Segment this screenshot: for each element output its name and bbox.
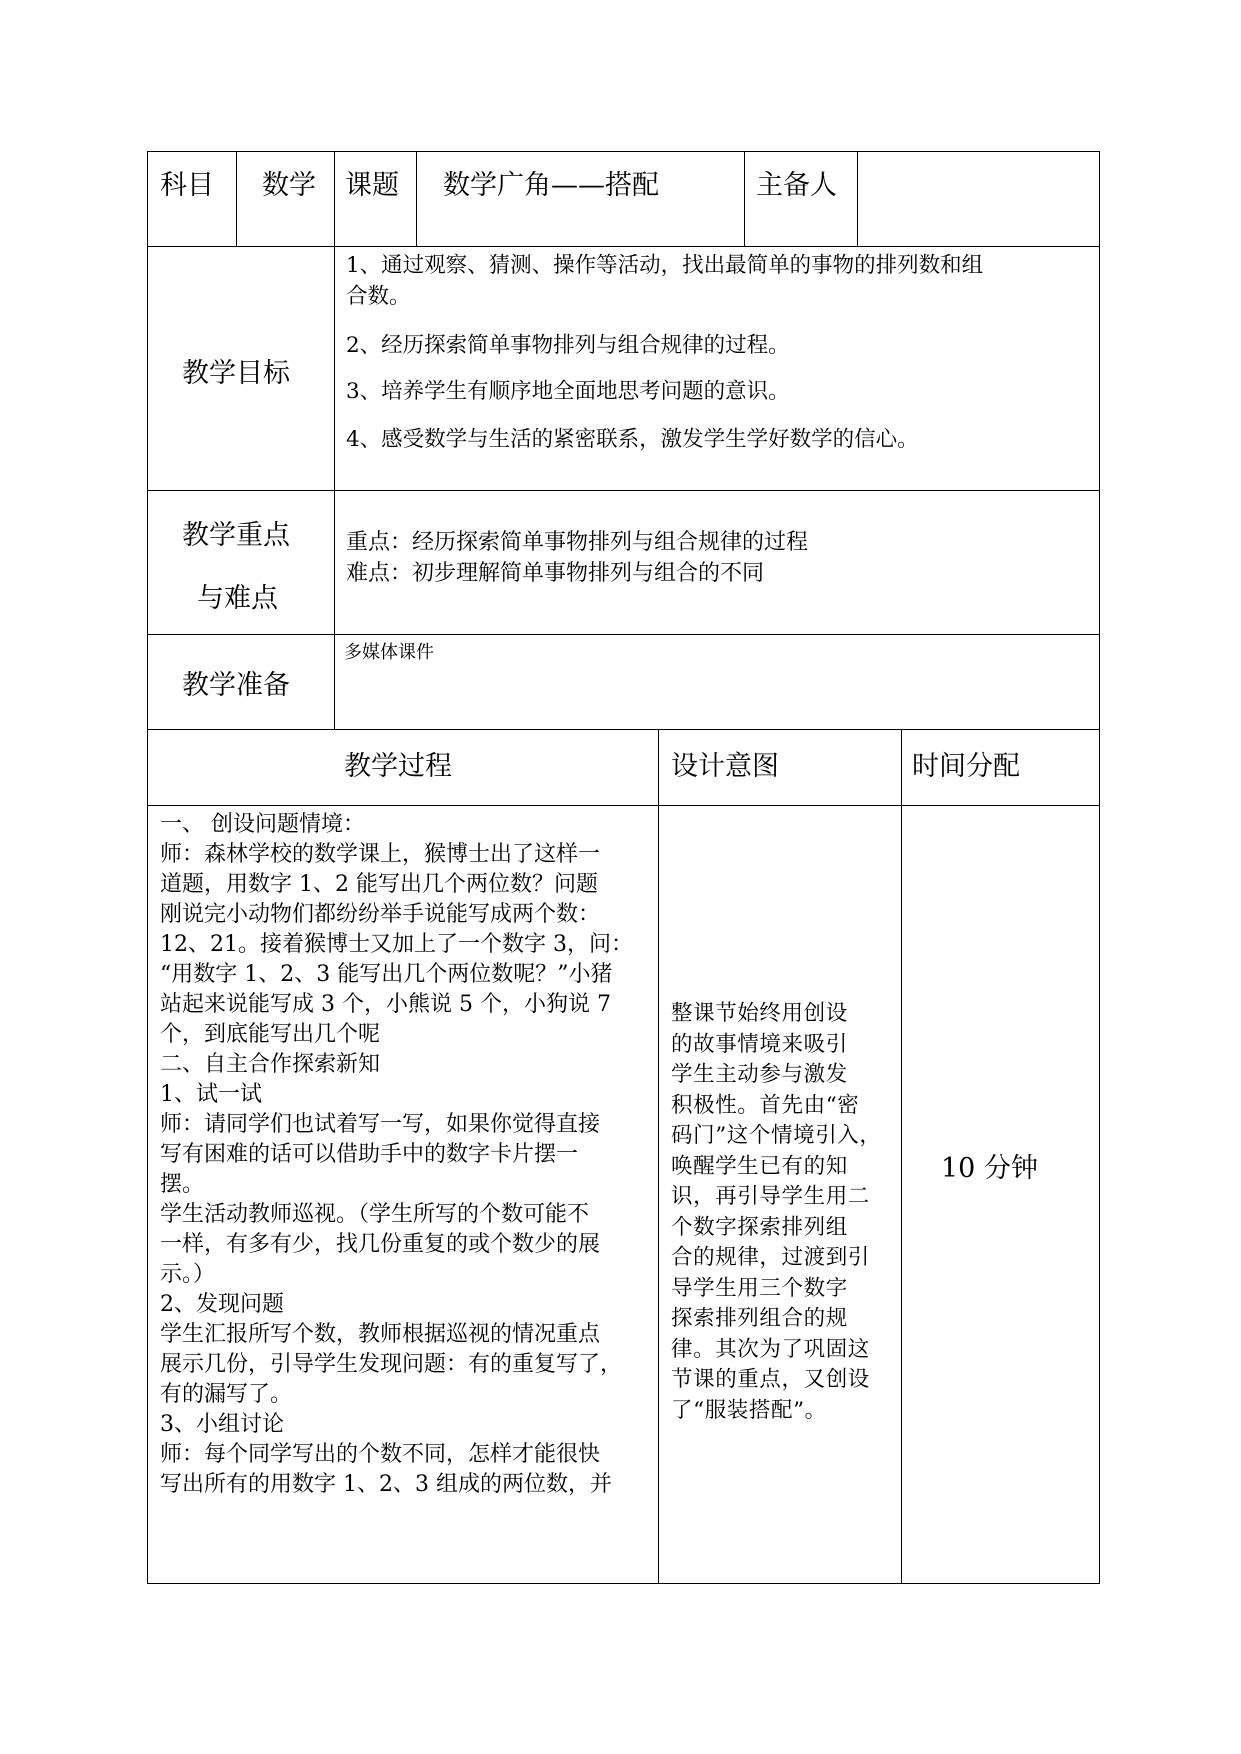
preparer-label: 主备人 <box>756 170 837 201</box>
process-line: 一、 创设问题情境： <box>160 812 365 837</box>
design-line: 唤醒学生已有的知 <box>671 1153 848 1179</box>
design-intent-text <box>671 999 882 1426</box>
objective-line: 2、经历探索简单事物排列与组合规律的过程。 <box>346 333 790 358</box>
process-line: 道题，用数字 1、2 能写出几个两位数？问题 <box>160 872 598 897</box>
time-value: 10 分钟 <box>941 1153 1038 1184</box>
key-point: 重点：经历探索简单事物排列与组合规律的过程 <box>346 530 809 555</box>
design-line: 节课的重点，又创设 <box>671 1367 870 1392</box>
process-line: 师：每个同学写出的个数不同，怎样才能很快 <box>160 1442 601 1467</box>
design-line: 合的规律，过渡到引 <box>671 1245 870 1270</box>
key-points-label-2: 与难点 <box>197 583 278 614</box>
design-line: 了“服装搭配”。 <box>671 1397 827 1423</box>
process-line: 1、试一试 <box>160 1082 262 1107</box>
process-text <box>160 810 633 1500</box>
objectives-label: 教学目标 <box>182 358 290 389</box>
process-line: 站起来说能写成 3 个，小熊说 5 个，小狗说 7 <box>160 992 611 1017</box>
process-line: 个，到底能写出几个呢 <box>160 1022 381 1047</box>
difficult-point: 难点：初步理解简单事物排列与组合的不同 <box>346 561 765 586</box>
process-line: 示。） <box>160 1262 216 1287</box>
process-line: 学生活动教师巡视。（学生所写的个数可能不 <box>160 1202 590 1227</box>
design-line: 码门”这个情境引入， <box>671 1123 882 1148</box>
topic-value: 数学广角——搭配 <box>443 170 659 201</box>
design-line: 学生主动参与激发 <box>671 1062 848 1087</box>
design-line: 的故事情境来吸引 <box>671 1031 848 1057</box>
objective-line: 合数。 <box>346 284 411 309</box>
topic-label: 课题 <box>345 170 399 201</box>
subject-value: 数学 <box>262 170 316 201</box>
process-line: 学生汇报所写个数，教师根据巡视的情况重点 <box>160 1322 601 1347</box>
process-line: 展示几份，引导学生发现问题：有的重复写了， <box>160 1352 623 1377</box>
objective-line: 1、通过观察、猜测、操作等活动，找出最简单的事物的排列数和组 <box>346 253 984 278</box>
process-line: 二、自主合作探索新知 <box>160 1052 381 1077</box>
design-line: 探索排列组合的规 <box>671 1306 848 1331</box>
process-line: 师：请同学们也试着写一写，如果你觉得直接 <box>160 1112 601 1137</box>
design-line: 律。其次为了巩固这 <box>671 1336 870 1362</box>
process-line: 写有困难的话可以借助手中的数字卡片摆一 <box>160 1142 579 1167</box>
subject-label: 科目 <box>160 170 214 201</box>
design-line: 个数字探索排列组 <box>671 1214 848 1240</box>
design-line: 识，再引导学生用二 <box>671 1184 870 1209</box>
process-line: 写出所有的用数字 1、2、3 组成的两位数，并 <box>160 1472 612 1497</box>
process-line: 3、小组讨论 <box>160 1412 284 1437</box>
process-line: 2、发现问题 <box>160 1292 284 1317</box>
process-header: 教学过程 <box>344 751 452 782</box>
preparation-value: 多媒体课件 <box>344 642 434 663</box>
process-line: 12、21。接着猴博士又加上了一个数字 3，问： <box>160 932 633 957</box>
design-line: 整课节始终用创设 <box>671 1001 848 1026</box>
objective-line: 4、感受数学与生活的紧密联系，激发学生学好数学的信心。 <box>346 427 919 452</box>
process-line: 有的漏写了。 <box>160 1382 293 1407</box>
design-header: 设计意图 <box>671 751 779 782</box>
time-header: 时间分配 <box>912 751 1020 782</box>
key-points-label-1: 教学重点 <box>182 520 290 551</box>
objectives-list <box>346 250 983 456</box>
design-line: 积极性。首先由“密 <box>671 1092 860 1118</box>
process-line: 摆。 <box>160 1172 205 1197</box>
process-line: 师：森林学校的数学课上，猴博士出了这样一 <box>160 842 601 867</box>
process-line: 刚说完小动物们都纷纷举手说能写成两个数： <box>160 902 601 927</box>
process-line: “用数字 1、2、3 能写出几个两位数呢？”小猪 <box>160 962 613 987</box>
design-line: 导学生用三个数字 <box>671 1275 848 1301</box>
process-line: 一样，有多有少，找几份重复的或个数少的展 <box>160 1232 601 1257</box>
objective-line: 3、培养学生有顺序地全面地思考问题的意识。 <box>346 379 790 404</box>
preparation-label: 教学准备 <box>182 670 290 701</box>
